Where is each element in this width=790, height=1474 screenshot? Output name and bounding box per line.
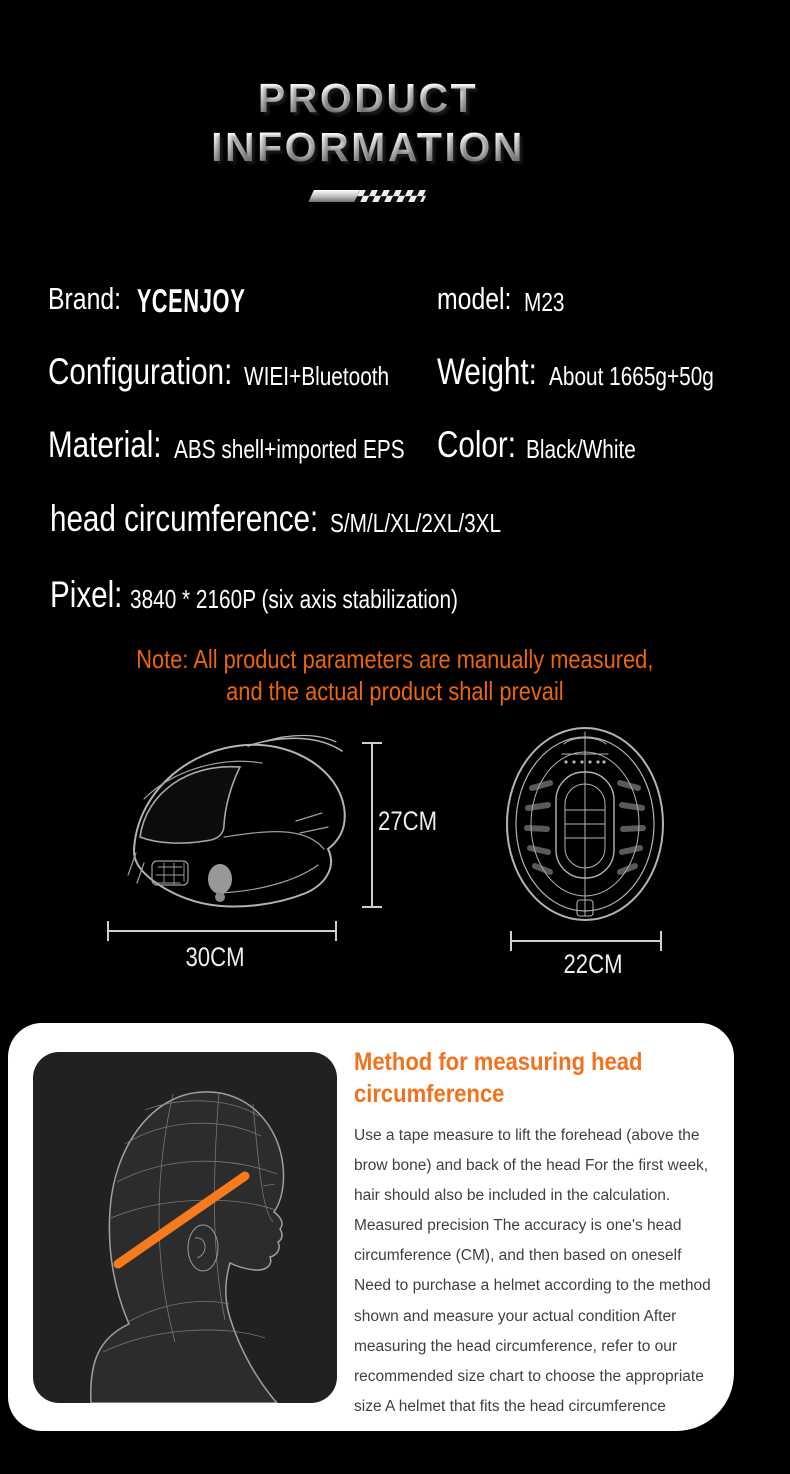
card-body-line: brow bone) and back of the head For the first week, — [354, 1157, 709, 1175]
page-title-line1: PRODUCT — [0, 74, 736, 123]
pixel-label: Pixel: — [50, 574, 123, 615]
card-title — [354, 1048, 726, 1112]
length-dimension-line — [105, 920, 339, 942]
configuration-value: WIEI+Bluetooth — [244, 361, 390, 391]
flag-gradient-stripe — [308, 190, 360, 202]
color-label: Color: — [437, 424, 516, 465]
head-circumference-label: head circumference: — [50, 498, 319, 539]
helmet-top-view-drawing — [502, 724, 668, 928]
card-body-text — [354, 1121, 732, 1422]
material-value: ABS shell+imported EPS — [174, 434, 405, 464]
color-value: Black/White — [526, 434, 636, 464]
model-value: M23 — [524, 287, 565, 317]
card-body-line: Use a tape measure to lift the forehead (above the — [354, 1127, 700, 1144]
card-body-line: circumference (CM), and then based on oneself — [354, 1247, 682, 1265]
page-title-line2: INFORMATION — [0, 123, 736, 172]
card-title-line2: circumference — [354, 1080, 505, 1108]
weight-value: About 1665g+50g — [549, 361, 714, 391]
helmet-comm-unit — [208, 864, 232, 894]
card-body-line: Measured precision The accuracy is one's head — [354, 1217, 682, 1235]
helmet-visor — [140, 767, 240, 843]
checkered-flag-icon — [308, 190, 429, 202]
note-line2: and the actual product shall prevail — [226, 676, 564, 706]
pixel-value: 3840 * 2160P (six axis stabilization) — [130, 584, 458, 614]
wireframe-head-image — [33, 1052, 337, 1403]
helmet-length-label: 30CM — [185, 942, 245, 972]
wireframe-head-drawing — [33, 1052, 337, 1403]
card-body-line: shown and measure your actual condition After — [354, 1307, 677, 1325]
card-body-line: size A helmet that fits the head circumference — [354, 1397, 666, 1415]
configuration-label: Configuration: — [48, 351, 233, 392]
card-body-line: Need to purchase a helmet according to the method — [354, 1277, 711, 1295]
card-body-line: measuring the head circumference, refer to our — [354, 1337, 678, 1355]
weight-label: Weight: — [437, 351, 537, 392]
card-body-line: recommended size chart to choose the appropriate — [354, 1367, 704, 1385]
page-title — [0, 74, 736, 172]
helmet-side-view-drawing — [100, 733, 358, 925]
note-line1: Note: All product parameters are manually measured, — [136, 644, 654, 674]
flag-checker-pattern — [354, 190, 429, 202]
card-title-line1: Method for measuring head — [354, 1048, 643, 1076]
model-label: model: — [437, 281, 512, 316]
helmet-height-label: 27CM — [378, 806, 438, 836]
material-label: Material: — [48, 424, 162, 465]
head-circumference-value: S/M/L/XL/2XL/3XL — [330, 508, 502, 538]
brand-label: Brand: — [48, 281, 122, 316]
brand-value: YCENJOY — [136, 282, 246, 319]
card-body-line: hair should also be included in the calculation. — [354, 1187, 671, 1205]
helmet-width-label: 22CM — [563, 949, 623, 979]
